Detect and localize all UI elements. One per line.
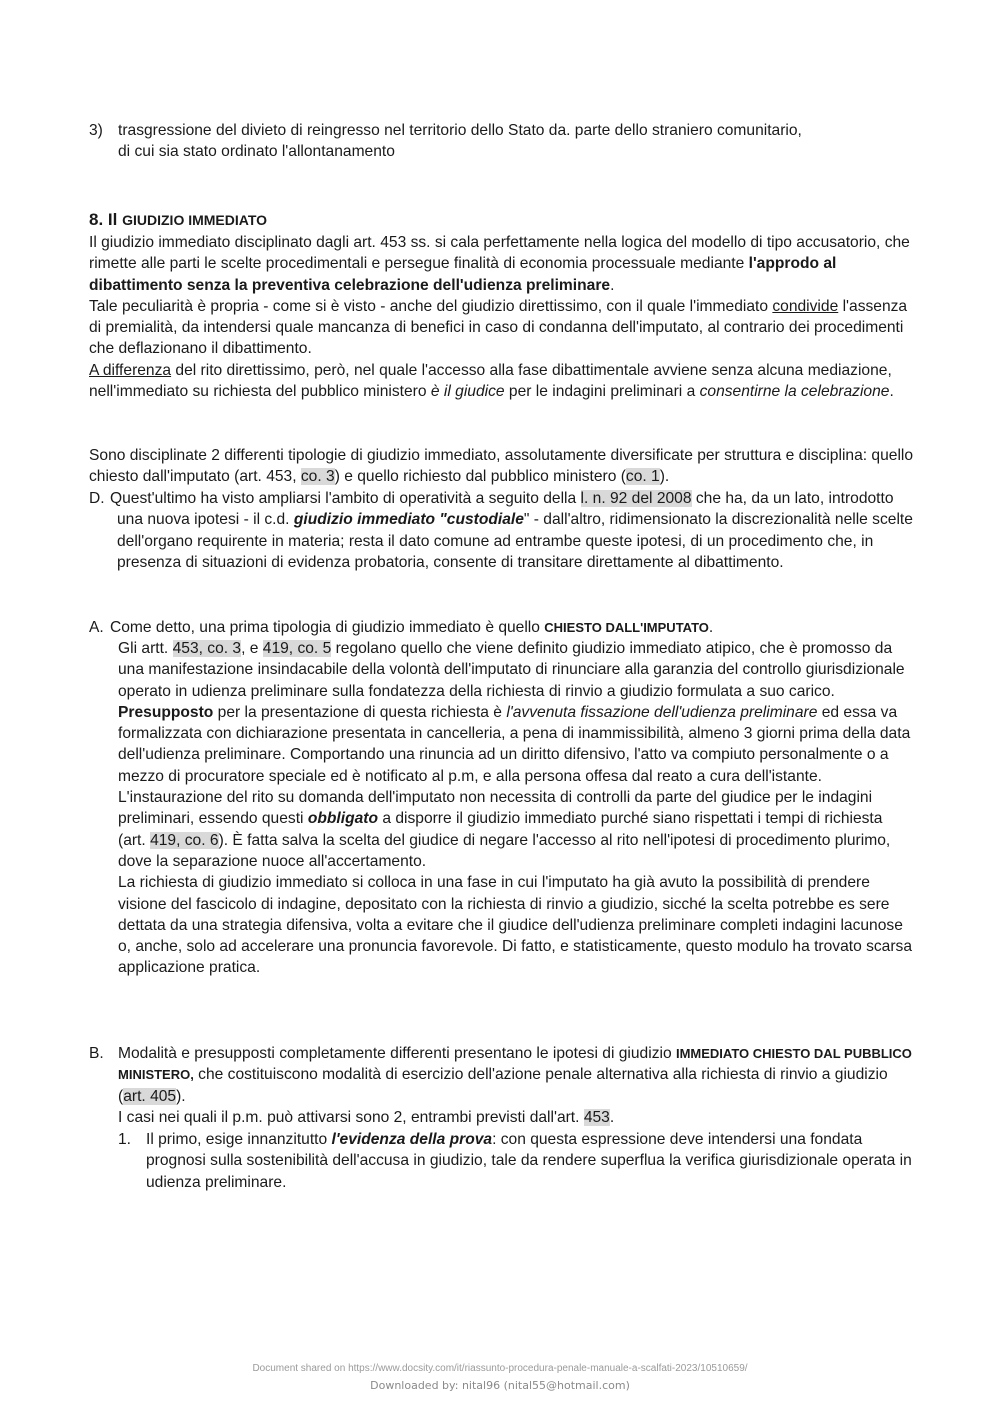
bold-text: Presupposto — [118, 703, 214, 721]
highlighted-reference: 453 — [583, 1108, 610, 1126]
highlighted-reference: l. n. 92 del 2008 — [580, 490, 692, 507]
highlighted-reference: 453, co. 3 — [172, 640, 242, 657]
highlighted-reference: 419, co. 5 — [262, 640, 332, 657]
text: che ha, da un lato, introdotto una nuova ipotesi - il c.d. — [117, 490, 894, 529]
section-heading — [89, 209, 267, 231]
text: del rito direttissimo, però, nel quale l'accesso alla fase dibattimentale avviene senza alcuna mediazione, nell'immediato su richiesta del pubblico ministero — [89, 361, 892, 401]
italic-text: è il giudice — [430, 383, 505, 401]
text: I casi nei quali il p.m. può attivarsi sono 2, entrambi previsti dall'art. — [118, 1108, 584, 1126]
italic-text: l'avvenuta fissazione dell'udienza preliminare — [506, 703, 818, 721]
paragraph — [118, 787, 914, 872]
text: L'instaurazione del rito su domanda dell'imputato non necessita di controlli da parte del giudice per le indagini preliminari, essendo questi — [118, 789, 873, 828]
text: Il giudizio immediato disciplinato dagli art. 453 ss. si cala perfettamente nella logica del modello di tipo accusatorio, che rimette alle parti le scelte procedimentali e persegue finalità di economia processuale mediante — [89, 234, 910, 273]
text: che costituiscono modalità di esercizio dell'azione penale alternativa alla richiesta di rinvio a giudizio ( — [118, 1066, 888, 1105]
text: . — [708, 619, 714, 636]
underlined-text: A differenza — [89, 361, 172, 379]
text: Il primo, esige innanzitutto — [146, 1131, 332, 1148]
paragraph — [118, 702, 914, 787]
text: ed essa va formalizzata con dichiarazione presentata in cancelleria, a pena di inammissibilità, almeno 3 giorni prima della data dell'udienza preliminare. Comportando una rinuncia ad un diritto difensivo, l'atto va compiuto personalmente o a mezzo di procuratore speciale ed è notificato al p.m, e alla persona offesa dal reato a cura dell'istante. — [118, 703, 911, 785]
text: . — [609, 1108, 615, 1126]
text: per la presentazione di questa richiesta è — [213, 703, 507, 721]
text: regolano quello che viene definito giudizio immediato atipico, che è promosso da una manifestazione insindacabile della volontà dell'imputato di rinunciare alla garanzia del controllo giurisdizionale operato in udienza preliminare sulla fondatezza della richiesta di rinvio a giudizio formulata a suo carico. — [118, 640, 905, 700]
subparagraphs-b — [118, 1043, 914, 1128]
highlighted-reference: art. 405 — [123, 1087, 177, 1105]
section-title: GIUDIZIO IMMEDIATO — [122, 212, 268, 228]
paragraph — [110, 617, 920, 638]
bold-italic-text: obbligato — [307, 810, 378, 828]
list-marker: D. — [89, 490, 105, 507]
text: , e — [241, 640, 263, 657]
text: Sono disciplinate 2 differenti tipologie di giudizio immediato, assolutamente diversificate per struttura e disciplina: quello chiesto dall'imputato (art. 453, — [89, 447, 914, 486]
underlined-text: condivide — [772, 297, 839, 315]
paragraph — [89, 445, 919, 488]
bold-italic-text: l'evidenza della prova — [331, 1131, 493, 1148]
list-marker: 3) — [89, 122, 103, 139]
smallcaps-text: IMMEDIATO CHIESTO DAL PUBBLICO MINISTERO, — [118, 1046, 912, 1083]
text: " - dall'altro, ridimensionato la discrezionalità nelle scelte dell'organo requirente in materia; resta il dato comune ad entrambe queste ipotesi, di un procedimento che, in presenza di situazioni di evidenza probatoria, consente di transitare direttamente al dibattimento. — [117, 511, 913, 571]
smallcaps-text: CHIESTO DALL'IMPUTATO — [544, 620, 709, 635]
paragraph — [146, 1129, 914, 1193]
text: La richiesta di giudizio immediato si colloca in una fase in cui l'imputato ha già avuto la possibilità di prendere visione del fascicolo di indagine, depositato con la richiesta di rinvio a giudizio, sicché la scelta potrebbe es sere dettata da una strategia difensiva, volta a evitare che il giudice dell'udienza preliminare completi indagini lacunose o, anche, solo ad accelerare una pronuncia favorevole. Di fatto, e statisticamente, questo modulo ha trovato scarsa applicazione pratica. — [118, 874, 913, 977]
text: Come detto, una prima tipologia di giudizio immediato è quello — [110, 619, 545, 636]
text: ) e quello richiesto dal pubblico ministero ( — [334, 468, 626, 486]
paragraph — [118, 1107, 914, 1128]
paragraph — [89, 296, 919, 360]
text: Quest'ultimo ha visto ampliarsi l'ambito di operatività a seguito della — [110, 490, 581, 507]
text: ). È fatta salva la scelta del giudice di negare l'accesso al rito nell'ipotesi di procedimento plurimo, dove la separazione nuoce all'accertamento. — [118, 831, 891, 870]
footer-shared-link[interactable]: Document shared on https://www.docsity.com/it/riassunto-procedura-penale-manuale-a-scalfati-2023/10510659/ — [252, 1363, 748, 1374]
highlighted-reference: 419, co. 6 — [150, 831, 219, 849]
subparagraphs-a — [118, 638, 914, 979]
section-title-prefix: Il — [107, 210, 118, 229]
bold-text: l'approdo al dibattimento senza la preventiva celebrazione dell'udienza preliminare — [89, 255, 837, 294]
italic-text: consentirne la celebrazione — [699, 383, 890, 401]
paragraph — [118, 872, 914, 978]
text: : con questa espressione deve intendersi una fondata prognosi sulla sostenibilità dell'accusa in giudizio, tale da rendere superflua la verifica giurisdizionale operata in udienza preliminare. — [146, 1131, 912, 1191]
footer-downloaded-by: Downloaded by: nital96 (nital55@hotmail.com) — [370, 1379, 630, 1392]
text: Modalità e presupposti completamente differenti presentano le ipotesi di giudizio — [118, 1045, 676, 1062]
text: Tale peculiarità è propria - come si è visto - anche del giudizio direttissimo, con il quale l'immediato — [89, 297, 773, 315]
text: . — [889, 383, 894, 401]
text: ). — [659, 468, 670, 486]
text: ). — [176, 1087, 186, 1105]
paragraph — [89, 232, 919, 296]
text: l'assenza di premialità, da intendersi quale mancanza di benefici in caso di condanna dell'imputato, al contrario dei procedimenti che deflazionano il dibattimento. — [89, 297, 908, 358]
list-item-line: di cui sia stato ordinato l'allontanamento — [118, 143, 395, 161]
text: per le indagini preliminari a — [504, 383, 700, 401]
list-item-text — [118, 120, 918, 163]
section-number: 8. — [89, 210, 104, 229]
highlighted-reference: co. 1 — [625, 468, 660, 486]
paragraph — [118, 1043, 914, 1107]
highlighted-reference: co. 3 — [300, 468, 335, 486]
text: a disporre il giudizio immediato purché siano rispettati i tempi di richiesta (art. — [118, 810, 883, 849]
paragraph — [89, 360, 919, 403]
intro-paragraphs — [89, 232, 919, 402]
text: . — [610, 276, 615, 294]
list-item-line: trasgressione del divieto di reingresso nel territorio dello Stato da. parte dello straniero comunitario, — [118, 122, 802, 139]
paragraph — [118, 638, 914, 702]
list-marker: B. — [89, 1045, 104, 1062]
text: Gli artt. — [118, 640, 173, 657]
list-marker: A. — [89, 619, 104, 636]
bold-italic-text: giudizio immediato "custodiale — [293, 511, 524, 529]
paragraph — [89, 488, 919, 573]
list-marker: 1. — [118, 1131, 132, 1148]
